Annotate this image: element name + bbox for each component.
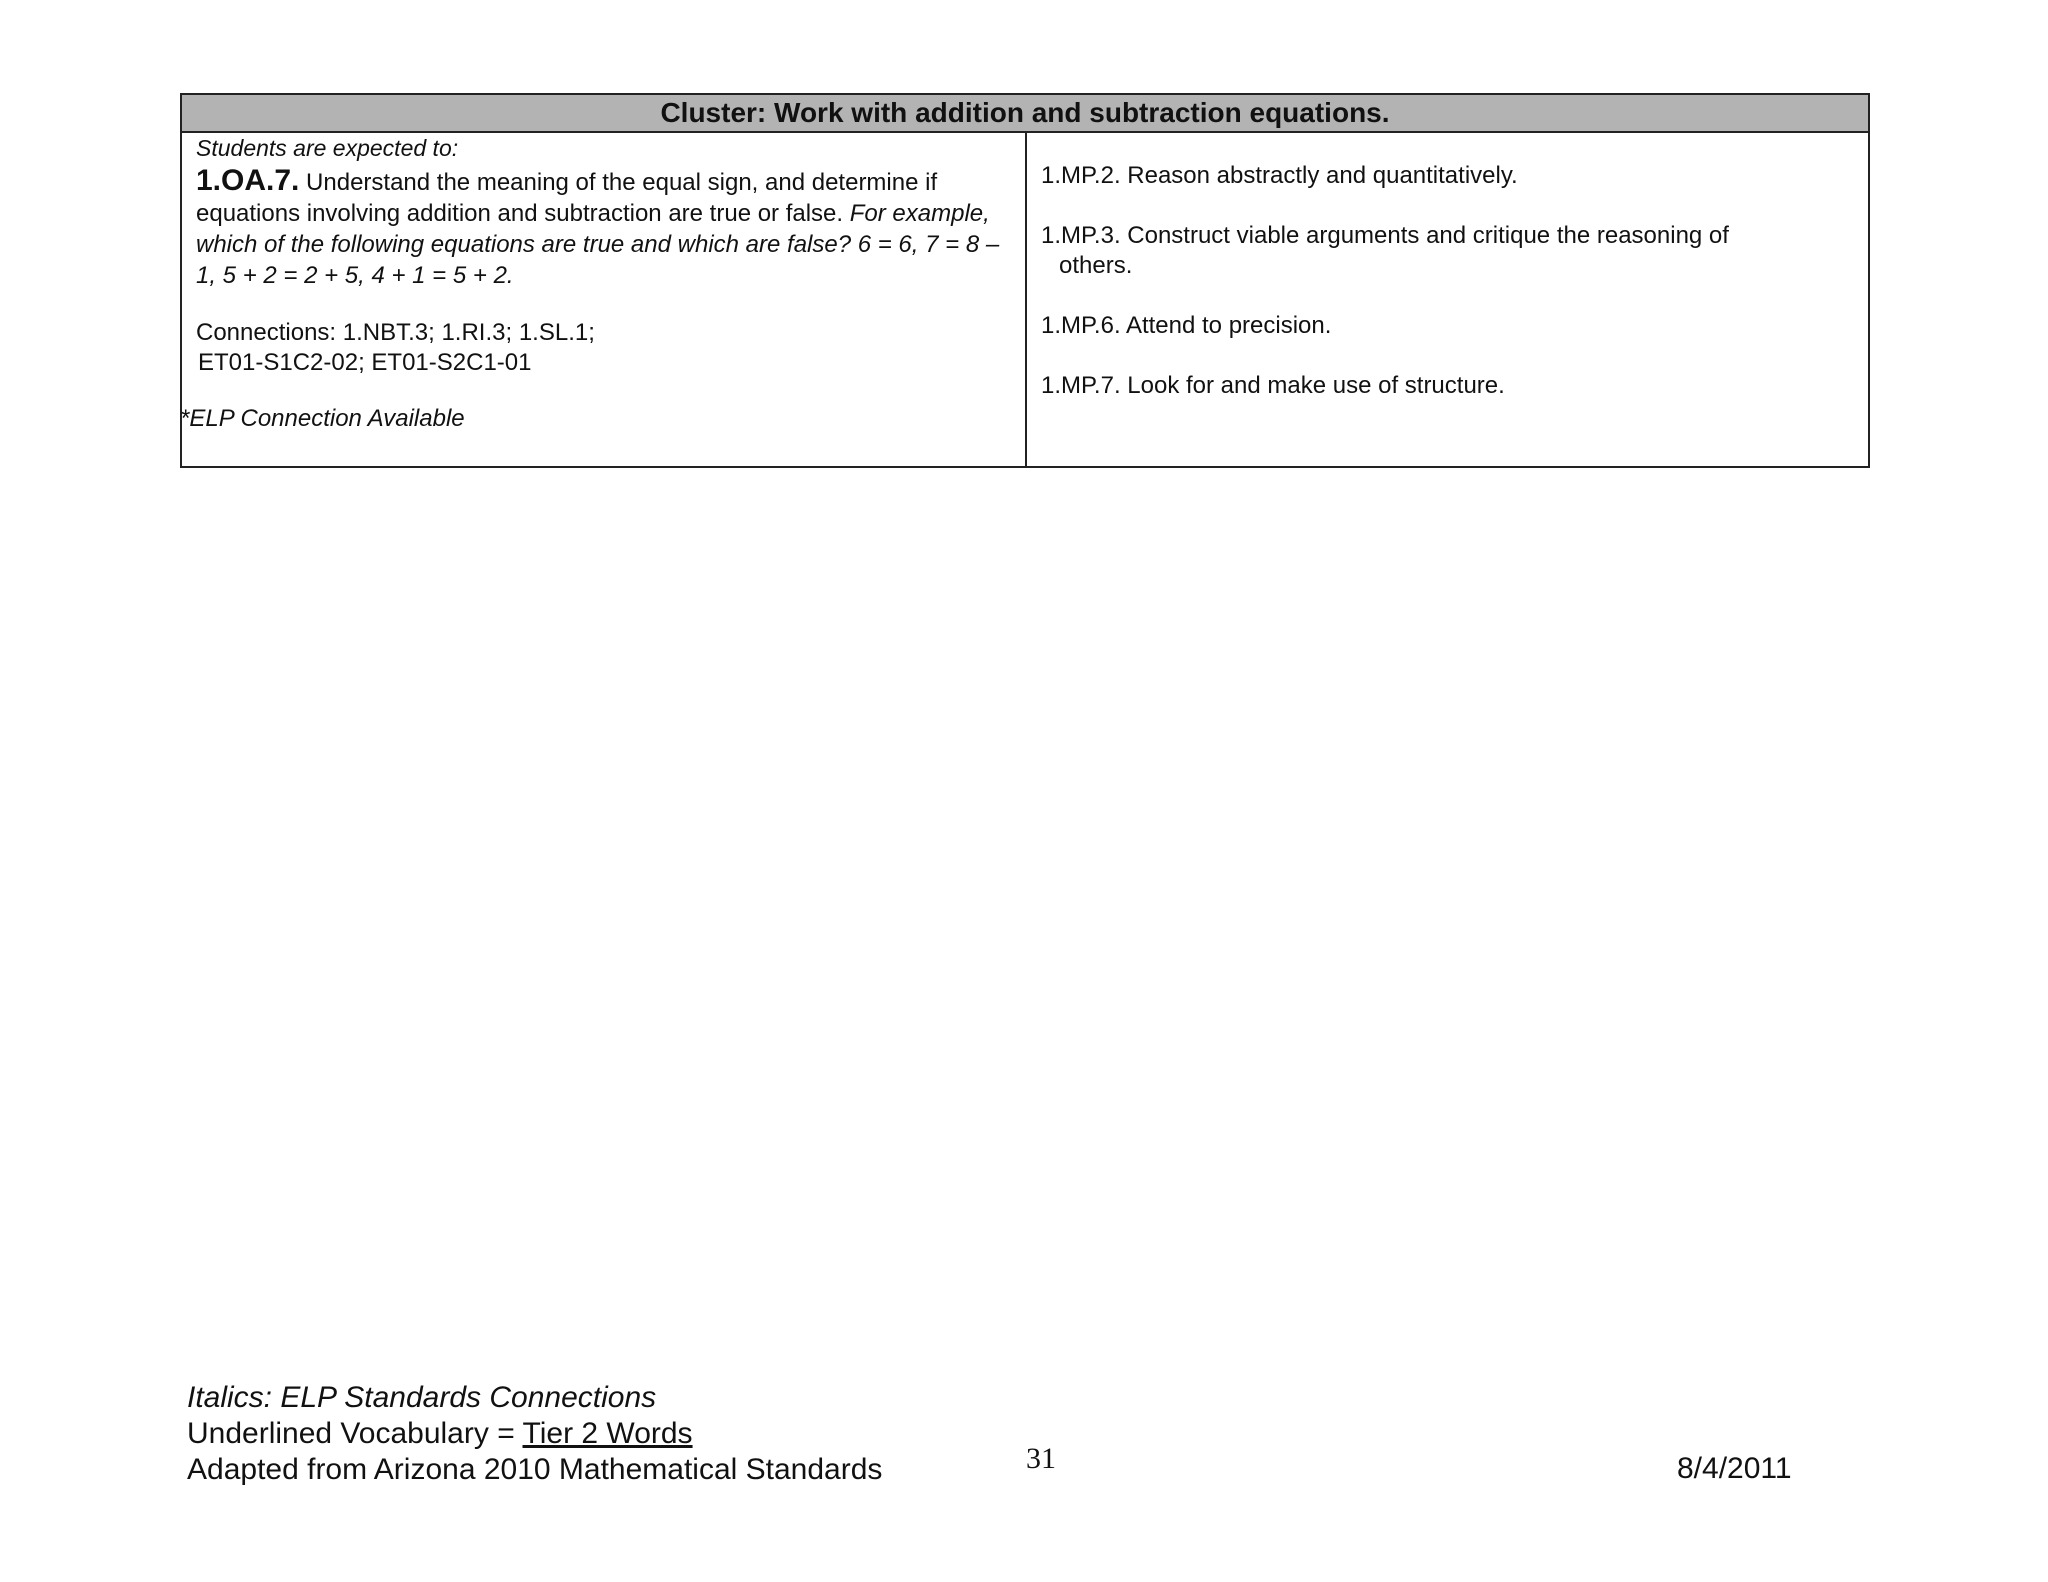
- cluster-title: Cluster: Work with addition and subtraction equations.: [182, 95, 1868, 133]
- elp-connection-note: *ELP Connection Available: [180, 405, 465, 432]
- italics-note: Italics: ELP Standards Connections: [187, 1381, 657, 1414]
- practices-column: [1027, 133, 1868, 466]
- practice-mp6: 1.MP.6. Attend to precision.: [1041, 312, 1332, 339]
- connections-line-1: Connections: 1.NBT.3; 1.RI.3; 1.SL.1;: [196, 319, 595, 346]
- footer-date: 8/4/2011: [1677, 1452, 1792, 1485]
- page-number: 31: [1026, 1442, 1056, 1475]
- practice-mp7: 1.MP.7. Look for and make use of structure.: [1041, 372, 1505, 399]
- standard-column: [182, 133, 1027, 466]
- vocabulary-note: [187, 1416, 882, 1452]
- expected-label: Students are expected to:: [196, 135, 459, 161]
- practice-mp3-line-2: others.: [1059, 252, 1133, 279]
- practices-list: [1041, 161, 1881, 431]
- standards-table: [180, 93, 1870, 468]
- standard-code: 1.OA.7.: [196, 164, 300, 197]
- footer-notes: [187, 1380, 882, 1488]
- standard-text-block: [196, 165, 1016, 291]
- standard-example: For example, which of the following equations are true and which are false? 6 = 6, 7 = 8 – 1, 5 + 2 = 2 + 5, 4 + 1 = 5 + 2.: [196, 200, 1000, 289]
- practice-mp3: [1041, 221, 1881, 281]
- source-note: Adapted from Arizona 2010 Mathematical Standards: [187, 1453, 883, 1486]
- connections: [196, 318, 595, 378]
- tier-2-words: Tier 2 Words: [522, 1417, 693, 1450]
- practice-mp2: 1.MP.2. Reason abstractly and quantitatively.: [1041, 162, 1518, 189]
- connections-line-2: ET01-S1C2-02; ET01-S2C1-01: [198, 349, 532, 376]
- vocabulary-prefix: Underlined Vocabulary =: [187, 1417, 523, 1450]
- standard-description: Understand the meaning of the equal sign, and determine if equations involving addition and subtraction are true or false.: [196, 169, 938, 227]
- practice-mp3-line-1: 1.MP.3. Construct viable arguments and critique the reasoning of: [1041, 222, 1729, 249]
- table-body: [182, 133, 1868, 466]
